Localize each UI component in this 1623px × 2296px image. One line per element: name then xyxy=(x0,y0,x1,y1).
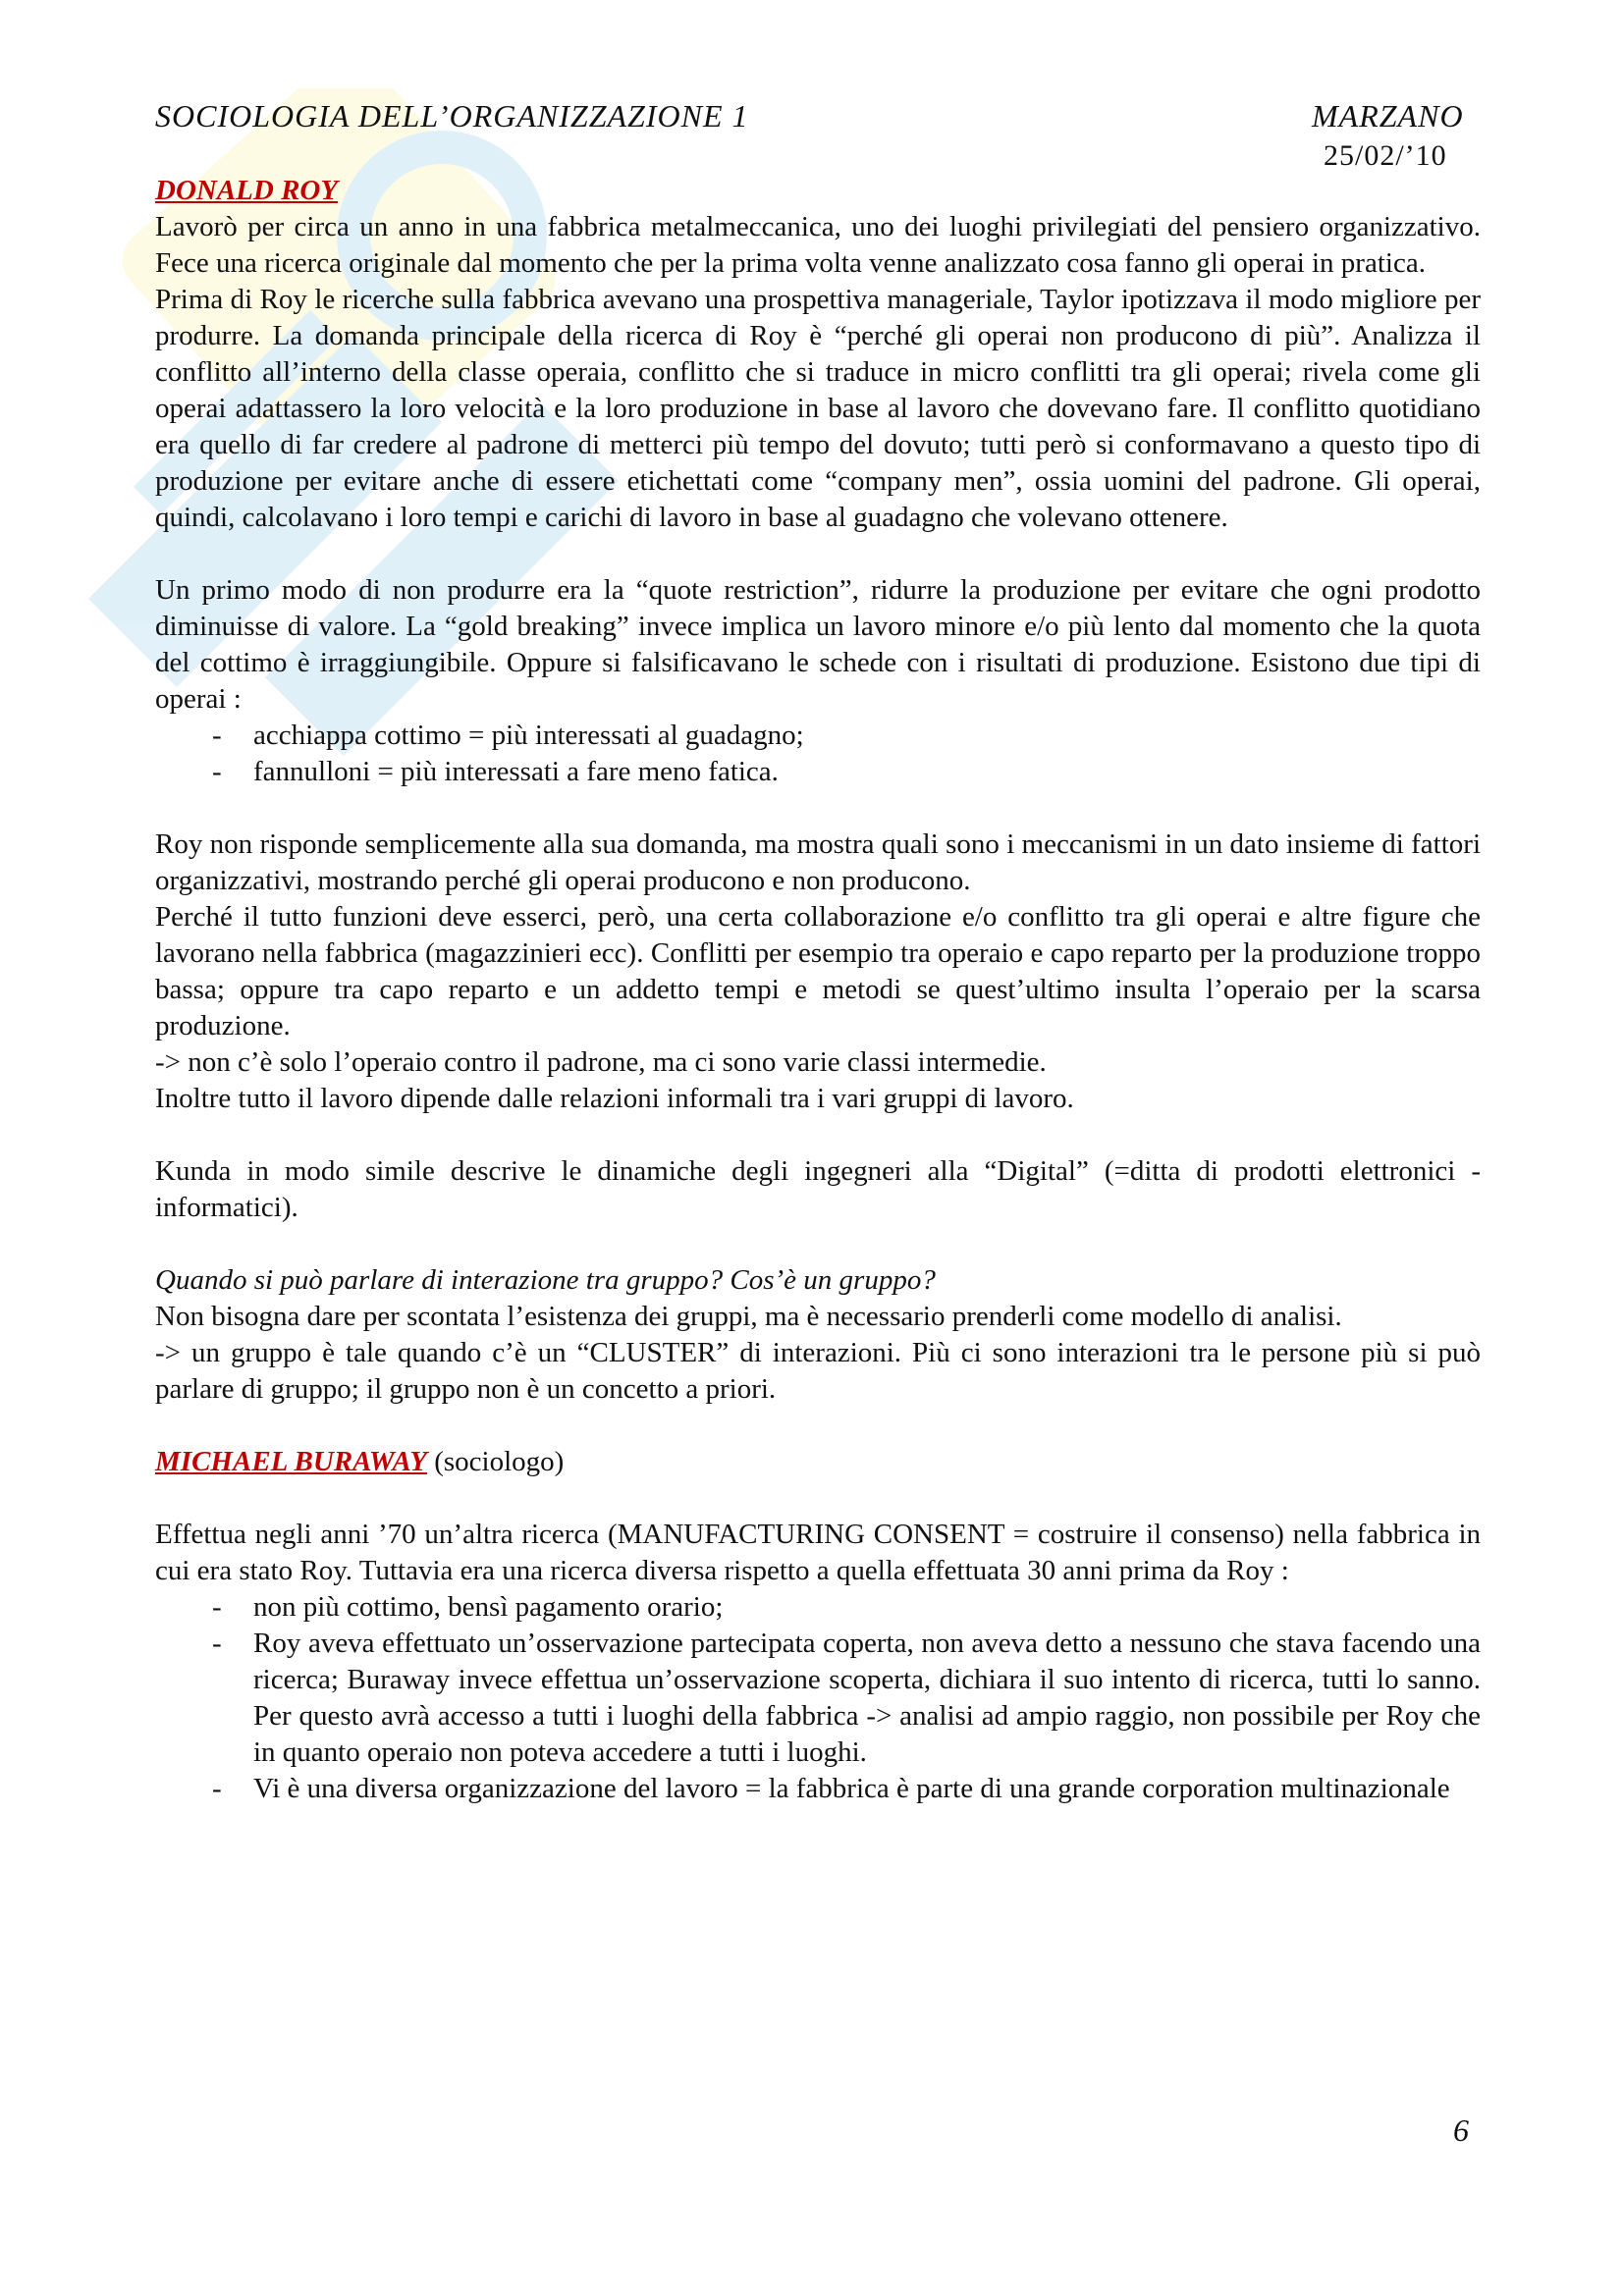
header-course-title: SOCIOLOGIA DELL’ORGANIZZAZIONE 1 xyxy=(155,98,749,133)
worker-types-list xyxy=(155,718,1481,790)
paragraph: -> non c’è solo l’operaio contro il padrone, ma ci sono varie classi intermedie. xyxy=(155,1046,1047,1078)
question-line: Quando si può parlare di interazione tra gruppo? Cos’è un gruppo? xyxy=(155,1264,936,1296)
section-heading-roy xyxy=(155,173,1481,209)
paragraph: Roy non risponde semplicemente alla sua domanda, ma mostra quali sono i meccanismi in un dato insieme di fattori organizzativi, mostrando perché gli operai producono e non producono. xyxy=(155,828,1481,896)
list-item: - fannulloni = più interessati a fare meno fatica. xyxy=(155,754,1481,790)
paragraph: Non bisogna dare per scontata l’esistenza dei gruppi, ma è necessario prenderli come modello di analisi. xyxy=(155,1301,1342,1332)
header-professor: MARZANO xyxy=(1312,98,1464,133)
heading-donald-roy: DONALD ROY xyxy=(155,175,339,206)
paragraph: Prima di Roy le ricerche sulla fabbrica avevano una prospettiva manageriale, Taylor ipotizzava il modo migliore per produrre. La domanda principale della ricerca di Roy è “perché gli operai non producono di più”. Analizza il conflitto all’interno della classe operaia, conflitto che si traduce in micro conflitti tra gli operai; rivela come gli operai adattassero la loro velocità e la loro produzione in base al lavoro che dovevano fare. Il conflitto quotidiano era quello di far credere al padrone di metterci più tempo del dovuto; tutti però si conformavano a questo tipo di produzione per evitare anche di essere etichettati come “company men”, ossia uomini del padrone. Gli operai, quindi, calcolavano i loro tempi e carichi di lavoro in base al guadagno che volevano ottenere. xyxy=(155,284,1481,533)
list-item: - Roy aveva effettuato un’osservazione partecipata coperta, non aveva detto a nessuno che stava facendo una ricerca; Buraway invece effettua un’osservazione scoperta, dichiara il suo intento di ricerca, tutti lo sanno. Per questo avrà accesso a tutti i luoghi della fabbrica -> analisi ad ampio raggio, non possibile per Roy che in quanto operaio non poteva accedere a tutti i luoghi. xyxy=(155,1626,1481,1771)
page-number: 6 xyxy=(1453,2112,1469,2148)
document-body xyxy=(155,173,1481,1807)
heading-note: (sociologo) xyxy=(426,1446,565,1477)
list-item: - Vi è una diversa organizzazione del lavoro = la fabbrica è parte di una grande corporation multinazionale xyxy=(155,1771,1481,1807)
paragraph: Un primo modo di non produrre era la “quote restriction”, ridurre la produzione per evitare che ogni prodotto diminuisse di valore. La “gold breaking” invece implica un lavoro minore e/o più lento dal momento che la quota del cottimo è irraggiungibile. Oppure si falsificavano le schede con i risultati di produzione. Esistono due tipi di operai : xyxy=(155,574,1481,715)
paragraph: Inoltre tutto il lavoro dipende dalle relazioni informali tra i vari gruppi di lavoro. xyxy=(155,1083,1074,1114)
list-item: - acchiappa cottimo = più interessati al guadagno; xyxy=(155,718,1481,754)
paragraph: -> un gruppo è tale quando c’è un “CLUSTER” di interazioni. Più ci sono interazioni tra le persone più si può parlare di gruppo; il gruppo non è un concetto a priori. xyxy=(155,1337,1481,1405)
heading-michael-buraway: MICHAEL BURAWAY xyxy=(155,1446,427,1477)
section-heading-buraway xyxy=(155,1444,1481,1480)
paragraph: Effettua negli anni ’70 un’altra ricerca (MANUFACTURING CONSENT = costruire il consenso) nella fabbrica in cui era stato Roy. Tuttavia era una ricerca diversa rispetto a quella effettuata 30 anni prima da Roy : xyxy=(155,1519,1481,1586)
paragraph: Perché il tutto funzioni deve esserci, però, una certa collaborazione e/o conflitto tra gli operai e altre figure che lavorano nella fabbrica (magazzinieri ecc). Conflitti per esempio tra operaio e capo reparto per la produzione troppo bassa; oppure tra capo reparto e un addetto tempi e metodi se quest’ultimo insulta l’operaio per la scarsa produzione. xyxy=(155,901,1481,1041)
header-date: 25/02/’10 xyxy=(1324,139,1447,172)
paragraph: Lavorò per circa un anno in una fabbrica metalmeccanica, uno dei luoghi privilegiati del pensiero organizzativo. Fece una ricerca originale dal momento che per la prima volta venne analizzato cosa fanno gli operai in pratica. xyxy=(155,211,1481,279)
paragraph: Kunda in modo simile descrive le dinamiche degli ingegneri alla “Digital” (=ditta di prodotti elettronici - informatici). xyxy=(155,1155,1481,1223)
differences-list xyxy=(155,1589,1481,1807)
list-item: - non più cottimo, bensì pagamento orario; xyxy=(155,1589,1481,1626)
